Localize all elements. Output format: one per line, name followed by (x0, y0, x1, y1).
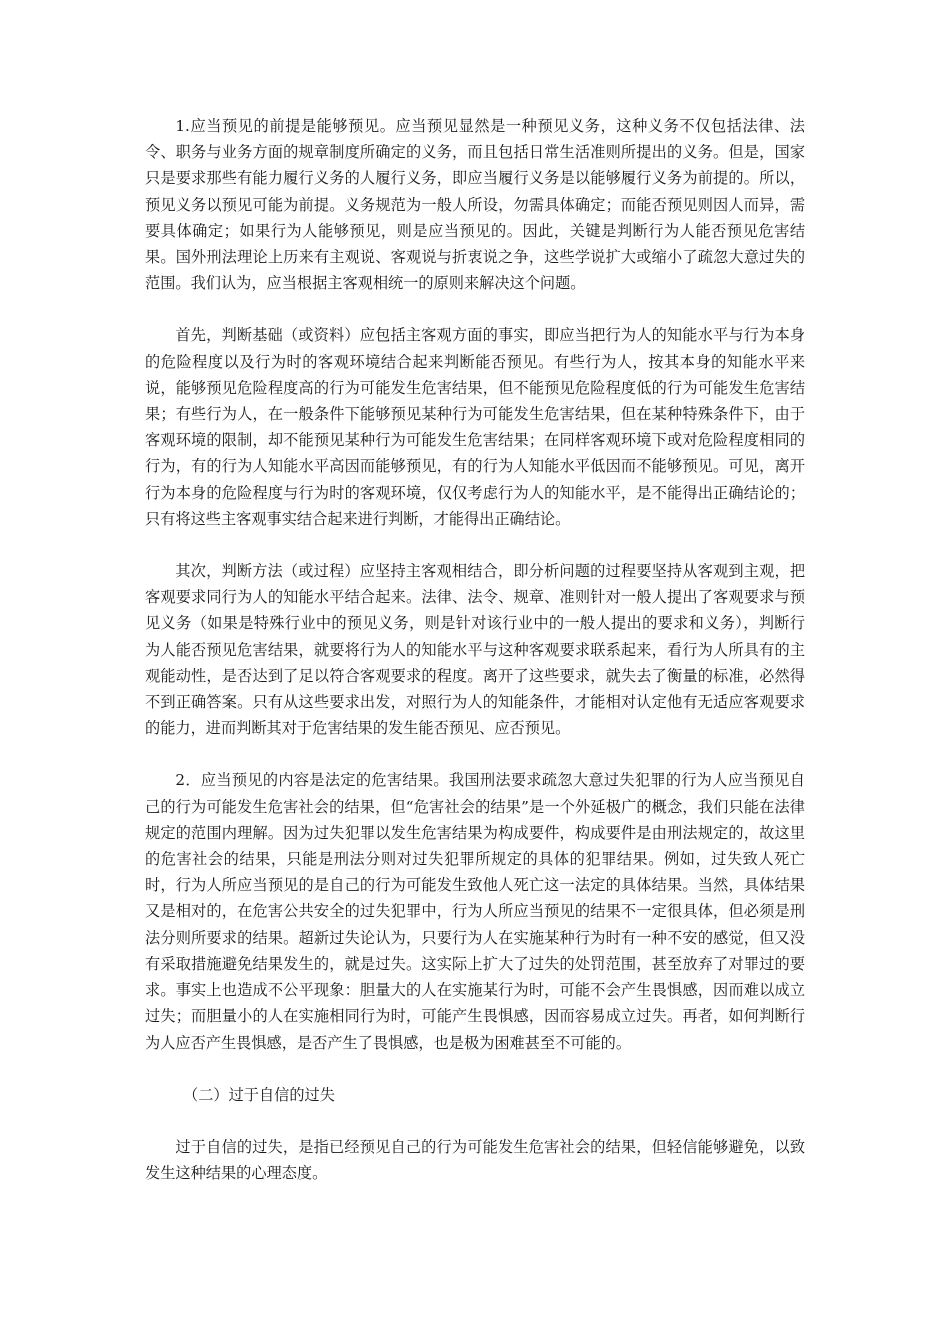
paragraph-judgment-method: 其次，判断方法（或过程）应坚持主客观相结合，即分析问题的过程要坚持从客观到主观，把客观要求同行为人的知能水平结合起来。法律、法令、规章、准则针对一般人提出了客观要求与预见义务（如果是特殊行业中的预见义务，则是针对该行业中的一般人提出的要求和义务），判断行为人能否预见危害结果，就要将行为人的知能水平与这种客观要求联系起来，看行为人所具有的主观能动性，是否达到了足以符合客观要求的程度。离开了这些要求，就失去了衡量的标准，必然得不到正确答案。只有从这些要求出发，对照行为人的知能条件，才能相对认定他有无适应客观要求的能力，进而判断其对于危害结果的发生能否预见、应否预见。 (145, 562, 805, 738)
section-heading: （二）过于自信的过失 (183, 1085, 335, 1104)
document-page (145, 113, 805, 1212)
paragraph-judgment-basis: 首先，判断基础（或资料）应包括主客观方面的事实，即应当把行为人的知能水平与行为本身的危险程度以及行为时的客观环境结合起来判断能否预见。有些行为人，按其本身的知能水平来说，能够预见危险程度高的行为可能发生危害结果，但不能预见危险程度低的行为可能发生危害结果；有些行为人，在一般条件下能够预见某种行为可能发生危害结果，但在某种特殊条件下，由于客观环境的限制，却不能预见某种行为可能发生危害结果；在同样客观环境下或对危险程度相同的行为，有的行为人知能水平高因而能够预见，有的行为人知能水平低因而不能够预见。可见，离开行为本身的危险程度与行为时的客观环境，仅仅考虑行为人的知能水平，是不能得出正确结论的；只有将这些主客观事实结合起来进行判断，才能得出正确结论。 (145, 326, 805, 528)
paragraph-overconfidence-definition: 过于自信的过失，是指已经预见自己的行为可能发生危害社会的结果，但轻信能够避免，以致发生这种结果的心理态度。 (145, 1137, 805, 1183)
paragraph-foreseeable-content: 2．应当预见的内容是法定的危害结果。我国刑法要求疏忽大意过失犯罪的行为人应当预见自己的行为可能发生危害社会的结果，但“危害社会的结果”是一个外延极广的概念，我们只能在法律规定的范围内理解。因为过失犯罪以发生危害结果为构成要件，构成要件是由刑法规定的，故这里的危害社会的结果，只能是刑法分则对过失犯罪所规定的具体的犯罪结果。例如，过失致人死亡时，行为人所应当预见的是自己的行为可能发生致他人死亡这一法定的具体结果。当然，具体结果又是相对的，在危害公共安全的过失犯罪中，行为人所应当预见的结果不一定很具体，但必须是刑法分则所要求的结果。超新过失论认为，只要行为人在实施某种行为时有一种不安的感觉，但又没有采取措施避免结果发生的，就是过失。这实际上扩大了过失的处罚范围，甚至放弃了对罪过的要求。事实上也造成不公平现象：胆量大的人在实施某行为时，可能不会产生畏惧感，因而难以成立过失；而胆量小的人在实施相同行为时，可能产生畏惧感，因而容易成立过失。再者，如何判断行为人应否产生畏惧感，是否产生了畏惧感，也是极为困难甚至不可能的。 (145, 771, 805, 1052)
paragraph-foreseeability-premise: 1.应当预见的前提是能够预见。应当预见显然是一种预见义务，这种义务不仅包括法律、法令、职务与业务方面的规章制度所确定的义务，而且包括日常生活准则所提出的义务。但是，国家只是要求那些有能力履行义务的人履行义务，即应当履行义务是以能够履行义务为前提的。所以，预见义务以预见可能为前提。义务规范为一般人所设，勿需具体确定；而能否预见则因人而异，需要具体确定；如果行为人能够预见，则是应当预见的。因此，关键是判断行为人能否预见危害结果。国外刑法理论上历来有主观说、客观说与折衷说之争，这些学说扩大或缩小了疏忽大意过失的范围。我们认为，应当根据主客观相统一的原则来解决这个问题。 (145, 117, 805, 293)
